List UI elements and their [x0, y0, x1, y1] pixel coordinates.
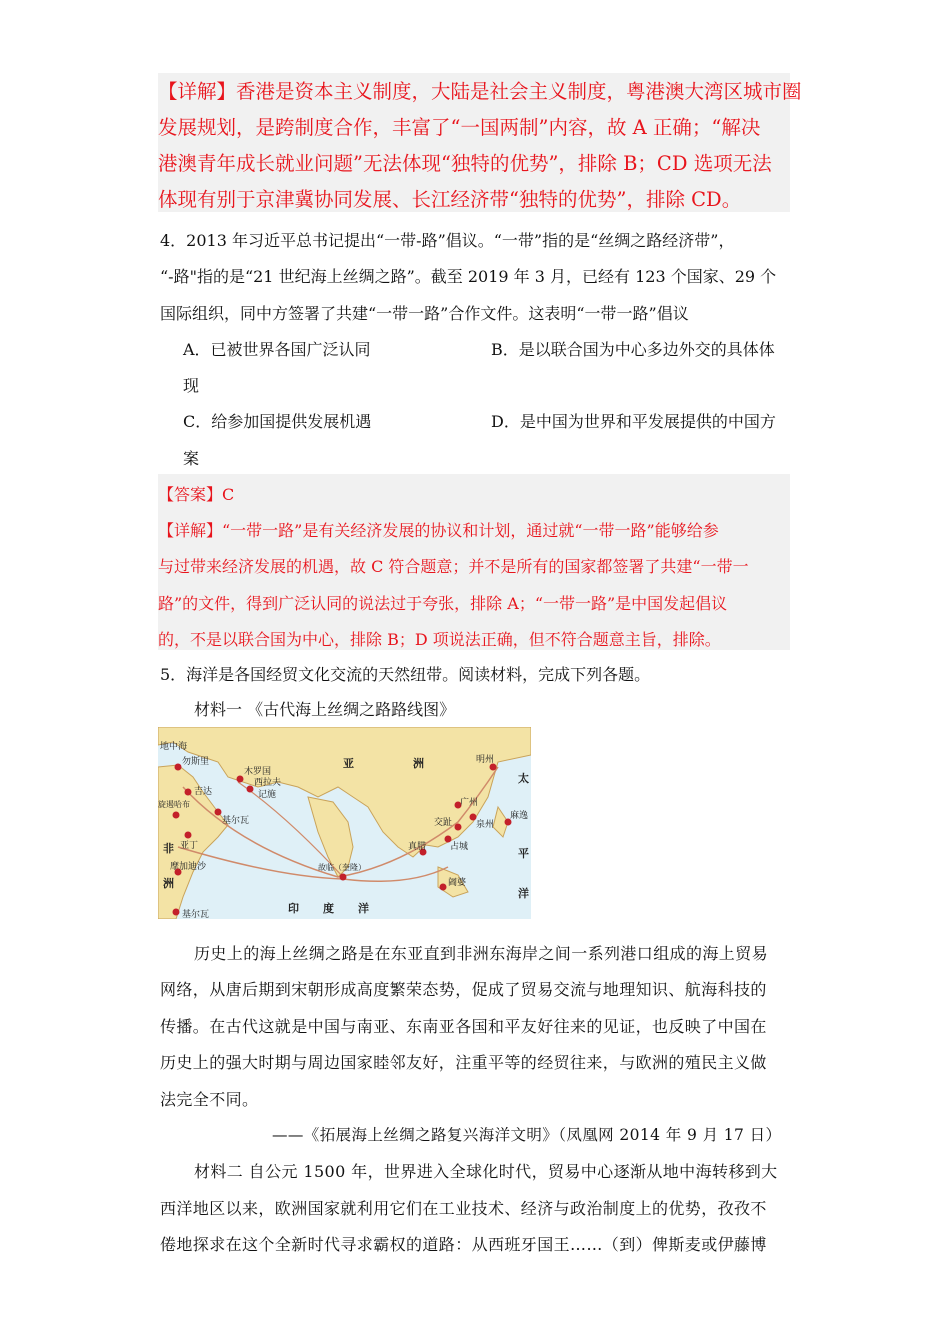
map-port-label: 勿斯里	[182, 757, 210, 767]
material1-line-3: 传播。在古代这就是中国与南亚、东南亚各国和平友好往来的见证，也反映了中国在	[160, 1017, 767, 1036]
map-port-label: 故临（奎隆）	[318, 863, 366, 872]
map-region-label: 太	[518, 772, 529, 785]
map-port-label: 交趾	[434, 818, 453, 828]
map-port-label: 基尔瓦	[222, 816, 250, 826]
q4-option-b: B．是以联合国为中心多边外交的具体体	[491, 340, 775, 359]
material2-line-2: 西洋地区以来，欧洲国家就利用它们在工业技术、经济与政治制度上的优势，孜孜不	[160, 1199, 767, 1218]
q4-option-c: C．给参加国提供发展机遇	[183, 412, 372, 431]
map-port-label: 记施	[258, 790, 277, 800]
map-port-label: 旋遏哈布	[158, 800, 190, 809]
q3-explain-line-1: 【详解】香港是资本主义制度，大陆是社会主义制度，粤港澳大湾区城市圈	[158, 80, 802, 103]
silk-road-map	[158, 727, 531, 919]
q5-stem: 5．海洋是各国经贸文化交流的天然纽带。阅读材料，完成下列各题。	[160, 665, 651, 684]
material1-line-5: 法完全不同。	[160, 1090, 259, 1109]
q4-option-d: D．是中国为世界和平发展提供的中国方	[491, 412, 776, 431]
map-port-label: 真腊	[408, 842, 427, 852]
map-port-label: 吉达	[194, 787, 213, 797]
map-region-label: 洋	[358, 902, 369, 915]
material1-line-2: 网络，从唐后期到宋朝形成高度繁荣态势，促成了贸易交流与地理知识、航海科技的	[160, 980, 767, 999]
material2-line-3: 倦地探求在这个全新时代寻求霸权的道路：从西班牙国王……（到）俾斯麦或伊藤博	[160, 1235, 767, 1254]
material1-line-4: 历史上的强大时期与周边国家睦邻友好，注重平等的经贸往来，与欧洲的殖民主义做	[160, 1053, 767, 1072]
q3-explain-line-2: 发展规划，是跨制度合作，丰富了“一国两制”内容，故 A 正确；“解决	[158, 116, 761, 139]
map-region-label: 平	[518, 847, 529, 860]
q3-explanation-block	[158, 73, 802, 212]
q4-stem-line-1: 4．2013 年习近平总书记提出“一带-路”倡议。“一带”指的是“丝绸之路经济带”，	[160, 231, 735, 250]
q4-option-d-wrap: 案	[183, 449, 200, 468]
map-port-label: 亚丁	[180, 841, 199, 851]
q4-explain-line-4: 的，不是以联合国为中心，排除 B；D 项说法正确，但不符合题意主旨，排除。	[158, 630, 721, 649]
map-port-label: 麻逸	[510, 811, 529, 821]
map-region-label: 度	[323, 902, 334, 915]
map-port-label: 占城	[450, 842, 469, 852]
q4-answer-block	[158, 474, 790, 650]
map-port-label: 西拉夫	[254, 778, 282, 788]
map-region-label: 洲	[163, 877, 174, 890]
map-port-label: 明州	[476, 755, 495, 765]
map-port-label: 阇婆	[448, 878, 467, 888]
q4-answer: 【答案】C	[158, 485, 235, 504]
map-port-label: 基尔瓦	[182, 910, 210, 919]
map-port-label: 广州	[460, 798, 479, 808]
q4-stem-line-2: “-路"指的是“21 世纪海上丝绸之路”。截至 2019 年 3 月，已经有 123 个国家、29 个	[160, 267, 777, 286]
map-region-label: 地中海	[160, 742, 188, 752]
q3-explain-line-4: 体现有别于京津冀协同发展、长江经济带“独特的优势”，排除 CD。	[158, 188, 742, 211]
q4-explain-line-3: 路”的文件，得到广泛认同的说法过于夸张，排除 A；“一带一路”是中国发起倡议	[158, 594, 728, 613]
map-port-label: 泉州	[476, 820, 495, 830]
q4-explain-line-2: 与过带来经济发展的机遇，故 C 符合题意；并不是所有的国家都签署了共建“一带一	[158, 557, 749, 576]
map-region-label: 非	[163, 842, 174, 855]
map-port-label: 木罗国	[244, 767, 272, 777]
material1-line-1: 历史上的海上丝绸之路是在东亚直到非洲东海岸之间一系列港口组成的海上贸易	[194, 944, 769, 963]
map-region-label: 亚	[343, 757, 354, 770]
map-region-label: 洋	[518, 887, 529, 900]
map-region-label: 印	[288, 902, 299, 915]
map-port-label: 摩加迪沙	[170, 862, 207, 872]
map-region-label: 洲	[413, 757, 424, 770]
q4-stem-line-3: 国际组织，同中方签署了共建“一带一路”合作文件。这表明“一带一路”倡议	[160, 304, 689, 323]
q3-explain-line-3: 港澳青年成长就业问题”无法体现“独特的优势”，排除 B；CD 选项无法	[158, 152, 772, 175]
q4-explain-line-1: 【详解】“一带一路”是有关经济发展的协议和计划，通过就“一带一路”能够给参	[158, 521, 719, 540]
q4-option-a: A．已被世界各国广泛认同	[183, 340, 371, 359]
material2-line-1: 材料二 自公元 1500 年，世界进入全球化时代，贸易中心逐渐从地中海转移到大	[194, 1162, 778, 1181]
material1-title: 材料一 《古代海上丝绸之路路线图》	[194, 700, 456, 719]
material1-source: ——《拓展海上丝绸之路复兴海洋文明》（凤凰网 2014 年 9 月 17 日）	[272, 1126, 782, 1144]
q4-option-b-wrap: 现	[183, 376, 200, 395]
